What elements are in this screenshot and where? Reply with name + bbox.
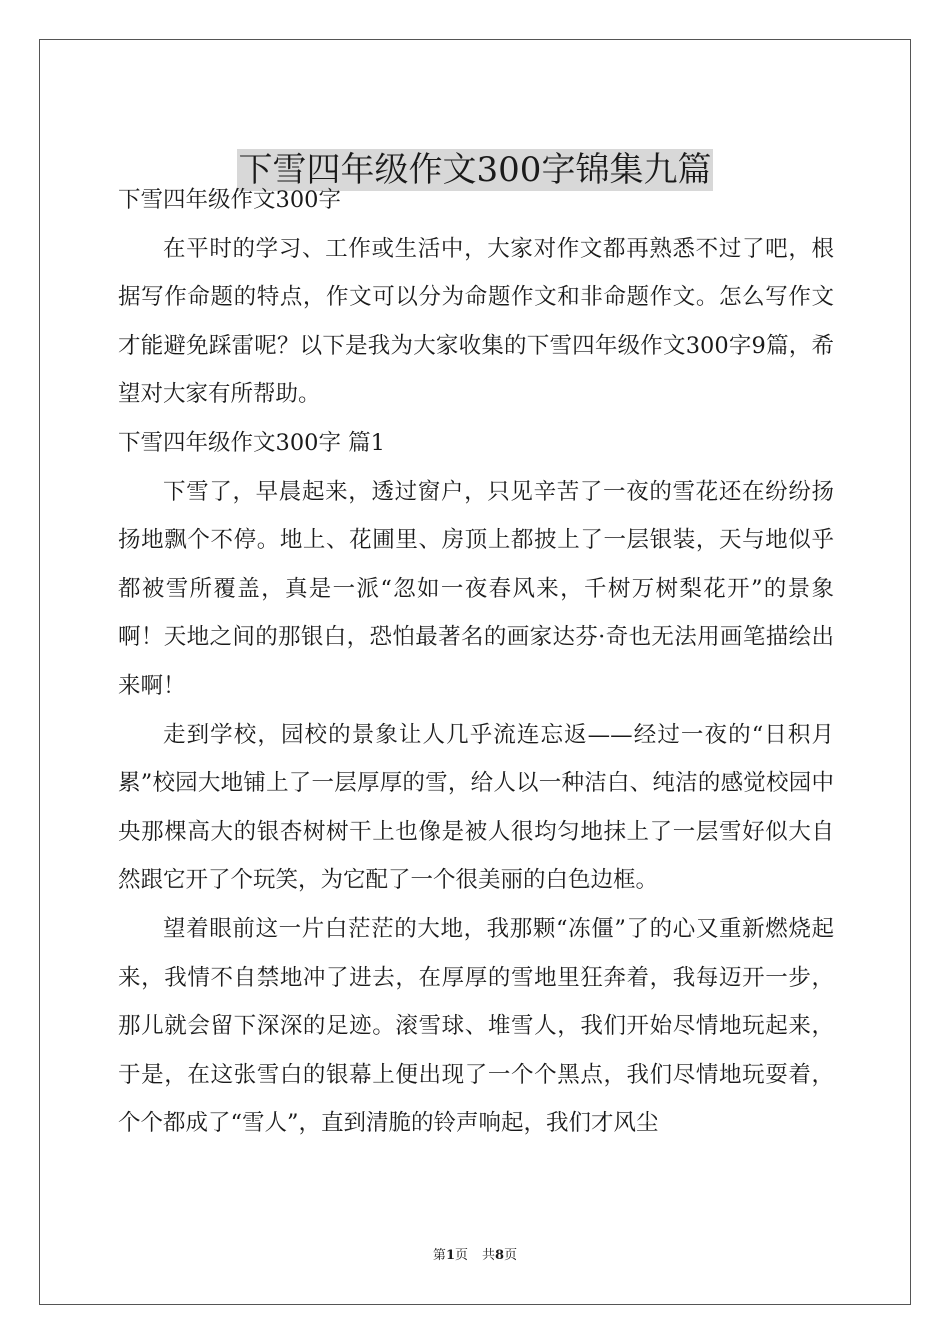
page-suffix: 页 [454,1248,468,1263]
document-title: 下雪四年级作文300字锦集九篇 [238,149,712,190]
page-prefix: 第 [432,1248,446,1263]
body-paragraph-1: 下雪了，早晨起来，透过窗户，只见辛苦了一夜的雪花还在纷纷扬扬地飘个不停。地上、花圃里、房顶上都披上了一层银装，天与地似乎都被雪所覆盖，真是一派“忽如一夜春风来，千树万树梨花开”的景象啊！天地之间的那银白，恐怕最著名的画家达芬·奇也无法用画笔描绘出来啊！ [118,478,834,699]
document-subtitle: 下雪四年级作文300字 [118,187,341,213]
total-suffix: 页 [504,1248,518,1263]
total-pages: 8 [495,1248,505,1263]
intro-paragraph: 在平时的学习、工作或生活中，大家对作文都再熟悉不过了吧，根据写作命题的特点，作文可以分为命题作文和非命题作文。怎么写作文才能避免踩雷呢？以下是我为大家收集的下雪四年级作文300字9篇，希望对大家有所帮助。 [118,235,834,408]
page-number: 1 [445,1248,455,1263]
document-body [118,176,834,1148]
section-heading: 下雪四年级作文300字 篇1 [118,429,385,456]
page-footer [0,1246,950,1266]
body-paragraph-2: 走到学校，园校的景象让人几乎流连忘返——经过一夜的“日积月累”校园大地铺上了一层厚厚的雪，给人以一种洁白、纯洁的感觉校园中央那棵高大的银杏树树干上也像是被人很均匀地抹上了一层雪好似大自然跟它开了个玩笑，为它配了一个很美丽的白色边框。 [118,721,834,894]
total-prefix: 共 [482,1248,496,1263]
body-paragraph-3: 望着眼前这一片白茫茫的大地，我那颗“冻僵”了的心又重新燃烧起来，我情不自禁地冲了进去，在厚厚的雪地里狂奔着，我每迈开一步，那儿就会留下深深的足迹。滚雪球、堆雪人，我们开始尽情地玩起来，于是，在这张雪白的银幕上便出现了一个个黑点，我们尽情地玩耍着，个个都成了“雪人”，直到清脆的铃声响起，我们才风尘 [118,915,834,1137]
